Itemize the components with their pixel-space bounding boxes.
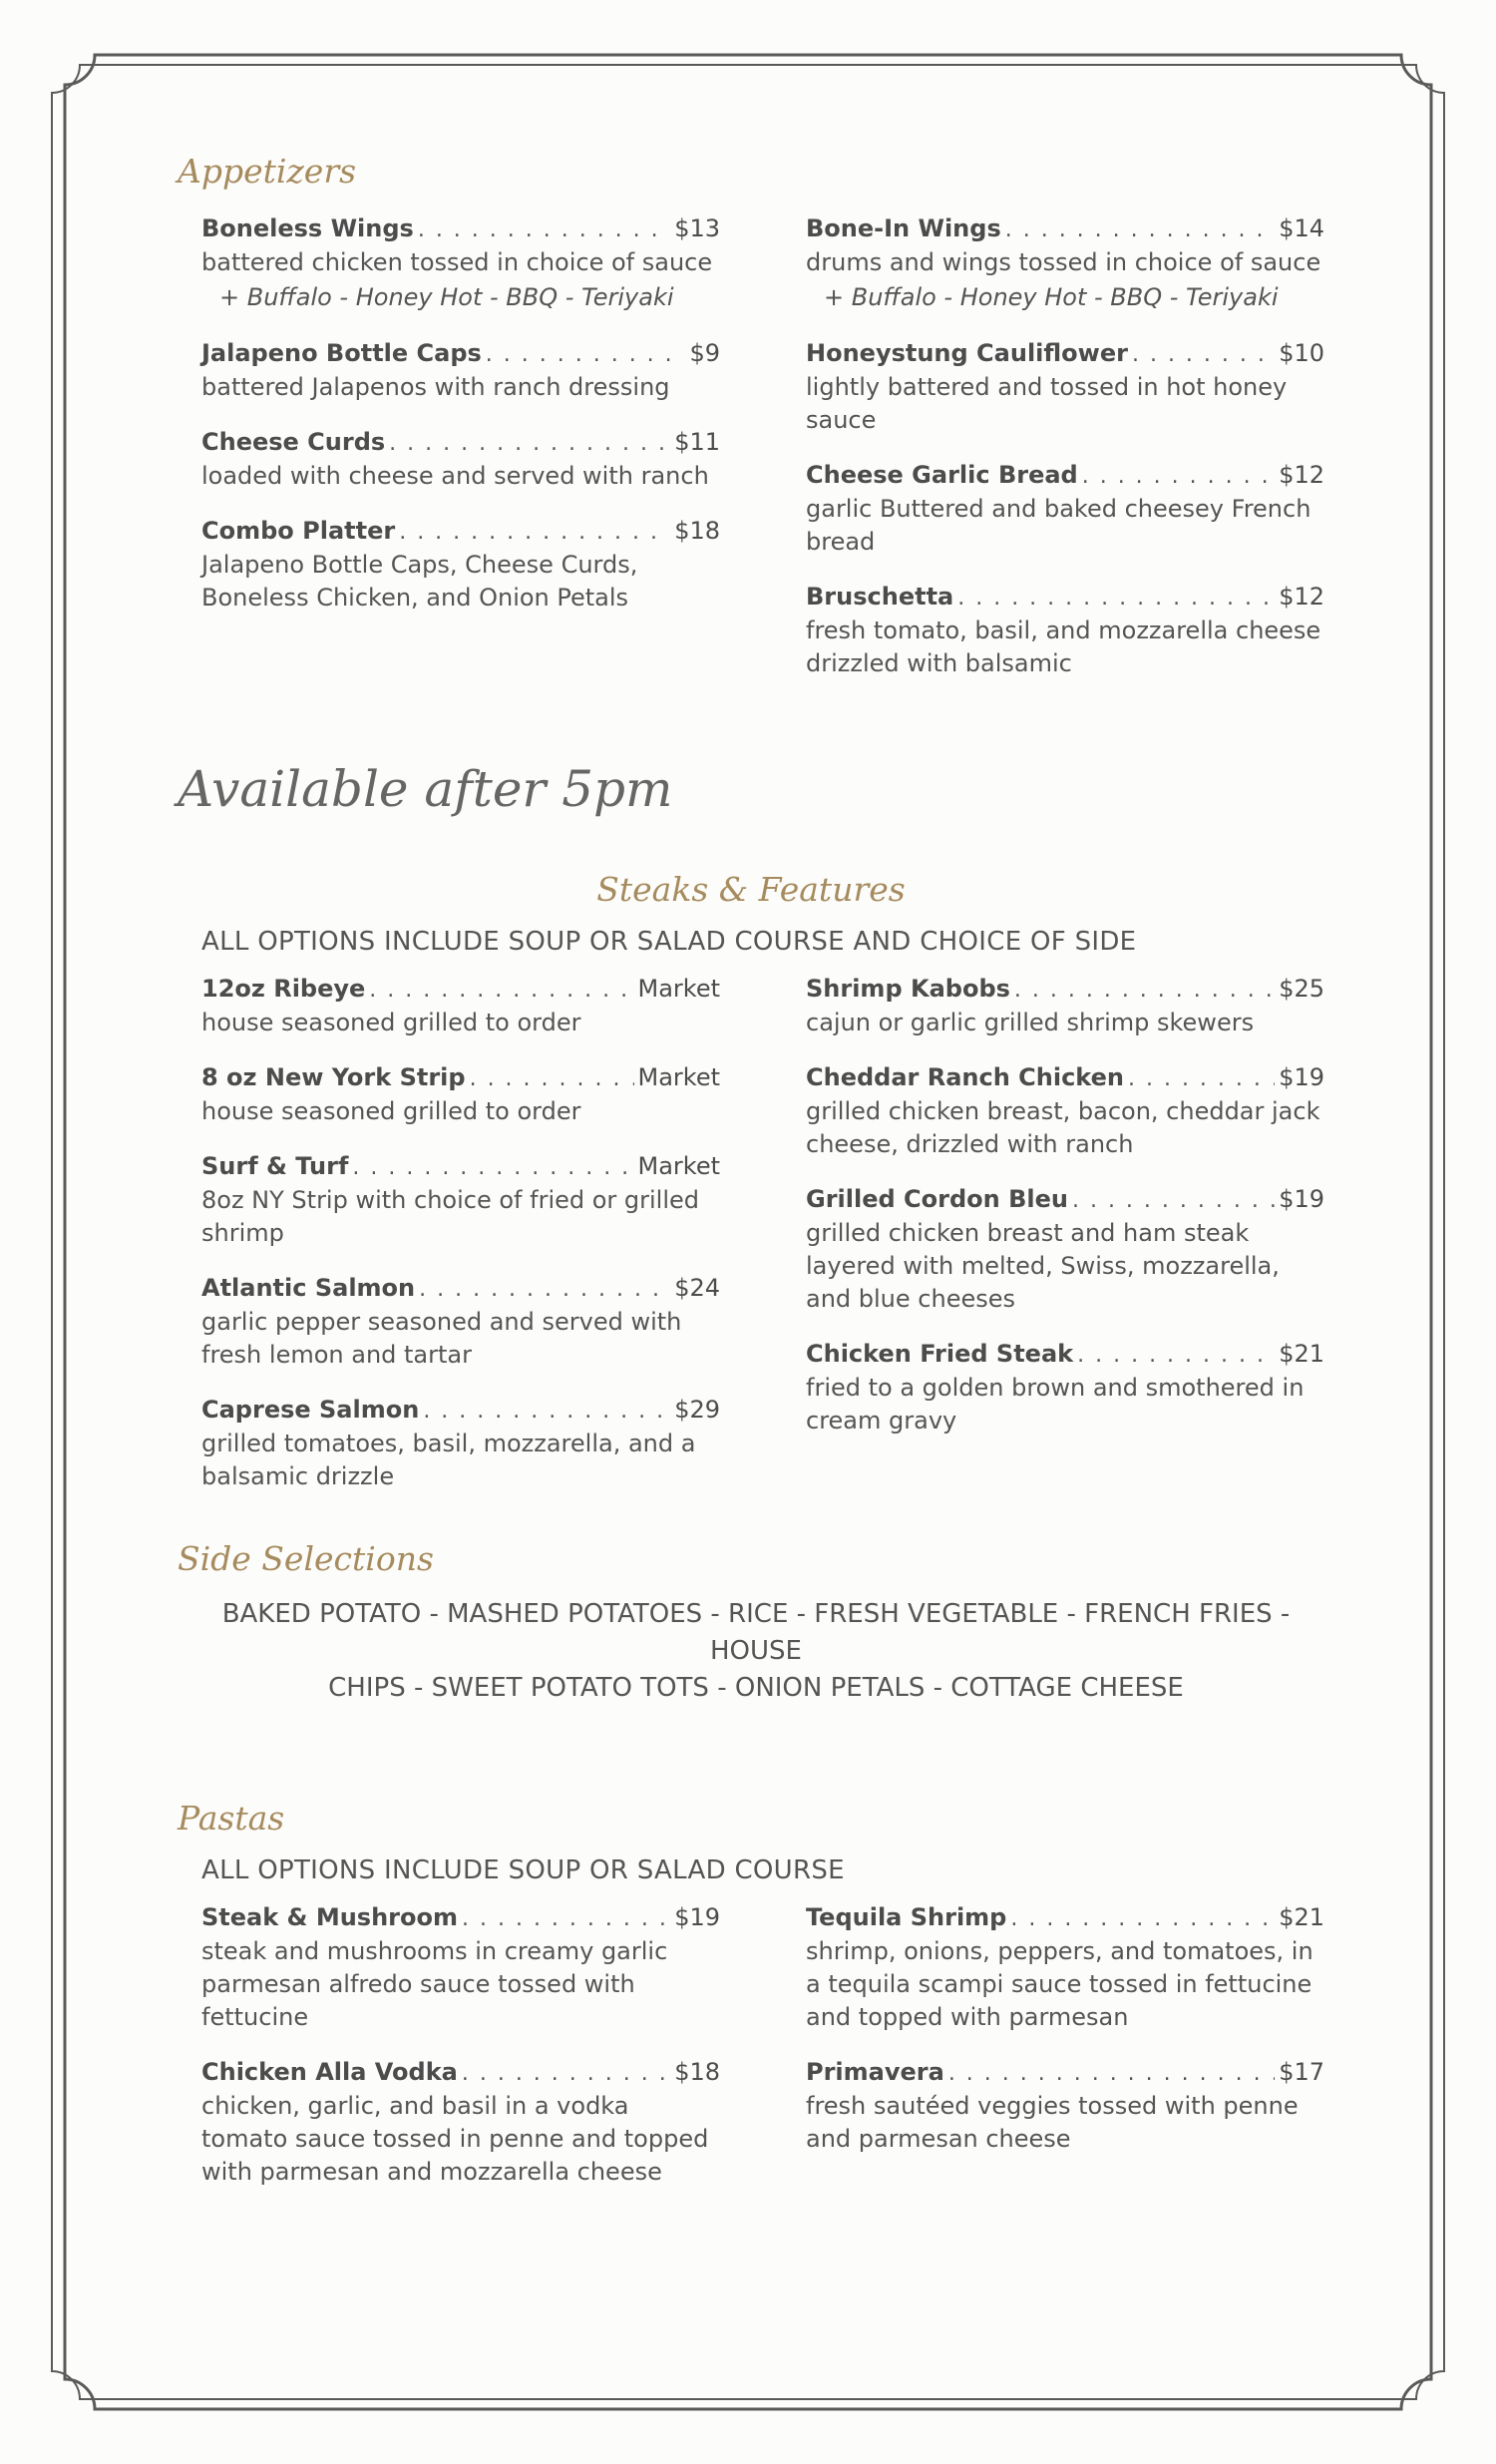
menu-item — [806, 1901, 1324, 2034]
item-description: fried to a golden brown and smothered in cream gravy — [806, 1374, 1305, 1435]
leader-dots — [1132, 338, 1275, 371]
leader-dots — [399, 516, 670, 549]
item-name: Primavera — [806, 2058, 944, 2086]
item-name: Atlantic Salmon — [201, 1274, 416, 1302]
menu-content — [178, 140, 1324, 2211]
item-description: grilled chicken breast and ham steak layered with melted, Swiss, mozzarella, and blue cheeses — [806, 1219, 1280, 1313]
item-name: Cheese Curds — [201, 428, 386, 456]
item-description: battered chicken tossed in choice of sauce — [201, 248, 713, 276]
item-name: 8 oz New York Strip — [201, 1063, 466, 1091]
item-price: Market — [637, 975, 720, 1003]
menu-item — [806, 1183, 1324, 1316]
leader-dots — [1005, 213, 1275, 246]
item-name: Tequila Shrimp — [806, 1903, 1007, 1931]
steaks-columns — [201, 973, 1324, 1515]
item-name: Steak & Mushroom — [201, 1903, 458, 1931]
item-description: house seasoned grilled to order — [201, 1097, 581, 1125]
item-name: Grilled Cordon Bleu — [806, 1185, 1068, 1213]
item-description: house seasoned grilled to order — [201, 1009, 581, 1036]
menu-item — [201, 1150, 720, 1250]
leader-dots — [1072, 1184, 1275, 1217]
sides-list — [187, 1596, 1324, 1707]
leader-dots — [1010, 1902, 1275, 1935]
leader-dots — [369, 974, 633, 1007]
steaks-title: Steaks & Features — [596, 870, 906, 909]
item-price: Market — [637, 1152, 720, 1180]
appetizers-title: Appetizers — [178, 152, 357, 191]
item-description: 8oz NY Strip with choice of fried or grilled shrimp — [201, 1186, 700, 1247]
item-name: 12oz Ribeye — [201, 975, 366, 1003]
sides-line-2: CHIPS - SWEET POTATO TOTS - ONION PETALS - COTTAGE CHEESE — [328, 1673, 1184, 1703]
item-price: Market — [637, 1063, 720, 1091]
menu-item — [201, 426, 720, 493]
item-description: fresh sautéed veggies tossed with penne and parmesan cheese — [806, 2092, 1299, 2153]
menu-item — [806, 212, 1324, 315]
appetizers-columns — [201, 212, 1324, 702]
item-description: shrimp, onions, peppers, and tomatoes, in a tequila scampi sauce tossed in fettucine and topped with parmesan — [806, 1937, 1313, 2031]
item-options: + Buffalo - Honey Hot - BBQ - Teriyaki — [824, 283, 1279, 311]
item-description: lightly battered and tossed in hot honey sauce — [806, 373, 1288, 434]
item-price: $11 — [674, 428, 720, 456]
menu-item — [806, 973, 1324, 1039]
item-price: $13 — [674, 214, 720, 242]
item-name: Cheese Garlic Bread — [806, 461, 1078, 489]
item-description: garlic pepper seasoned and served with fresh lemon and tartar — [201, 1308, 682, 1369]
pastas-left-column — [201, 1901, 720, 2211]
item-name: Jalapeno Bottle Caps — [201, 339, 482, 367]
leader-dots — [486, 338, 686, 371]
leader-dots — [948, 2057, 1275, 2090]
item-name: Boneless Wings — [201, 214, 414, 242]
steaks-note: ALL OPTIONS INCLUDE SOUP OR SALAD COURSE AND CHOICE OF SIDE — [201, 927, 1137, 957]
steaks-left-column — [201, 973, 720, 1515]
item-name: Honeystung Cauliflower — [806, 339, 1128, 367]
leader-dots — [1077, 1339, 1275, 1372]
item-options: + Buffalo - Honey Hot - BBQ - Teriyaki — [219, 283, 674, 311]
leader-dots — [389, 427, 670, 460]
leader-dots — [418, 213, 670, 246]
sides-line-1: BAKED POTATO - MASHED POTATOES - RICE - FRESH VEGETABLE - FRENCH FRIES - HOUSE — [221, 1599, 1291, 1666]
item-name: Caprese Salmon — [201, 1396, 420, 1424]
pastas-columns — [201, 1901, 1324, 2211]
leader-dots — [1128, 1062, 1275, 1095]
item-description: battered Jalapenos with ranch dressing — [201, 373, 670, 401]
item-price: $19 — [1279, 1185, 1324, 1213]
item-price: $21 — [1279, 1903, 1324, 1931]
item-name: Chicken Fried Steak — [806, 1340, 1074, 1368]
item-description: loaded with cheese and served with ranch — [201, 462, 709, 490]
item-price: $29 — [674, 1396, 720, 1424]
item-description: steak and mushrooms in creamy garlic parmesan alfredo sauce tossed with fettucine — [201, 1937, 668, 2031]
menu-item — [201, 1272, 720, 1372]
item-price: $14 — [1279, 214, 1324, 242]
leader-dots — [462, 1902, 670, 1935]
leader-dots — [1014, 974, 1275, 1007]
item-price: $17 — [1279, 2058, 1324, 2086]
item-description: Jalapeno Bottle Caps, Cheese Curds, Boneless Chicken, and Onion Petals — [201, 551, 638, 612]
item-name: Chicken Alla Vodka — [201, 2058, 458, 2086]
leader-dots — [462, 2057, 670, 2090]
menu-item — [201, 2056, 720, 2189]
leader-dots — [470, 1062, 634, 1095]
item-price: $12 — [1279, 583, 1324, 611]
menu-item — [806, 1338, 1324, 1437]
item-price: $9 — [689, 339, 720, 367]
steaks-right-column — [806, 973, 1324, 1515]
item-description: fresh tomato, basil, and mozzarella cheese drizzled with balsamic — [806, 616, 1321, 677]
leader-dots — [957, 582, 1275, 615]
menu-item — [806, 1061, 1324, 1161]
pastas-title: Pastas — [178, 1799, 285, 1838]
available-after-heading: Available after 5pm — [178, 760, 673, 818]
item-description: cajun or garlic grilled shrimp skewers — [806, 1009, 1255, 1036]
leader-dots — [1082, 460, 1275, 493]
menu-item — [201, 515, 720, 615]
menu-item — [201, 1061, 720, 1128]
item-price: $12 — [1279, 461, 1324, 489]
item-name: Bone-In Wings — [806, 214, 1001, 242]
item-price: $19 — [1279, 1063, 1324, 1091]
leader-dots — [423, 1395, 670, 1428]
item-description: chicken, garlic, and basil in a vodka tomato sauce tossed in penne and topped with parmesan and mozzarella cheese — [201, 2092, 709, 2186]
menu-item — [201, 973, 720, 1039]
item-description: drums and wings tossed in choice of sauce — [806, 248, 1321, 276]
item-description: grilled tomatoes, basil, mozzarella, and a balsamic drizzle — [201, 1430, 696, 1490]
leader-dots — [352, 1151, 633, 1184]
menu-item — [806, 581, 1324, 680]
item-name: Surf & Turf — [201, 1152, 349, 1180]
menu-item — [806, 2056, 1324, 2156]
item-price: $21 — [1279, 1340, 1324, 1368]
appetizers-left-column — [201, 212, 720, 702]
menu-item — [201, 1394, 720, 1493]
menu-item — [806, 337, 1324, 437]
item-price: $24 — [674, 1274, 720, 1302]
appetizers-right-column — [806, 212, 1324, 702]
menu-item — [201, 337, 720, 404]
menu-item — [806, 459, 1324, 559]
item-name: Bruschetta — [806, 583, 954, 611]
item-description: grilled chicken breast, bacon, cheddar jack cheese, drizzled with ranch — [806, 1097, 1320, 1158]
item-name: Cheddar Ranch Chicken — [806, 1063, 1124, 1091]
item-price: $18 — [674, 2058, 720, 2086]
item-description: garlic Buttered and baked cheesey French bread — [806, 495, 1311, 556]
item-price: $25 — [1279, 975, 1324, 1003]
leader-dots — [419, 1273, 670, 1306]
pastas-note: ALL OPTIONS INCLUDE SOUP OR SALAD COURSE — [201, 1855, 845, 1885]
menu-item — [201, 1901, 720, 2034]
item-price: $10 — [1279, 339, 1324, 367]
sides-title: Side Selections — [178, 1539, 434, 1578]
menu-item — [201, 212, 720, 315]
pastas-right-column — [806, 1901, 1324, 2211]
item-price: $18 — [674, 517, 720, 545]
item-price: $19 — [674, 1903, 720, 1931]
item-name: Combo Platter — [201, 517, 396, 545]
item-name: Shrimp Kabobs — [806, 975, 1010, 1003]
